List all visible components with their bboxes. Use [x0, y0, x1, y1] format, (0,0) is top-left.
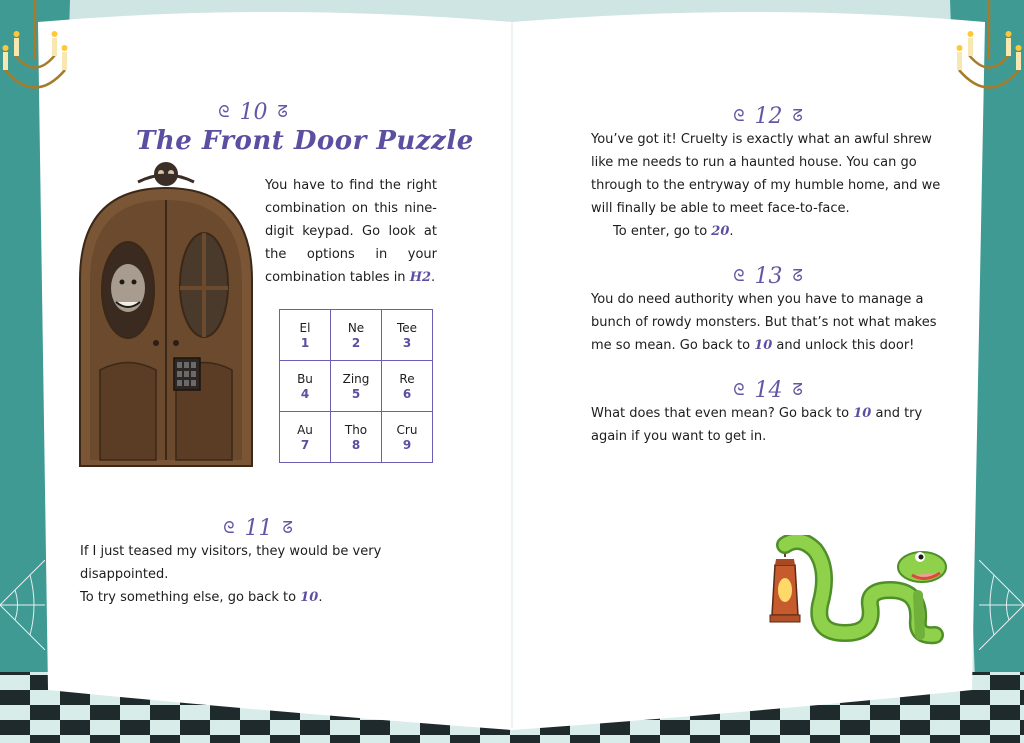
chandelier-icon: [0, 0, 80, 130]
keypad-cell: [382, 412, 433, 463]
swirl-icon: ᘓ: [733, 106, 745, 125]
section-12-text: You’ve got it! Cruelty is exactly what an awful shrew like me needs to run a haunted house. You can go through to the entryway of my humble home, and we will finally be able to meet face-to-face. To enter, go to 20.: [591, 132, 941, 239]
section-11-text: If I just teased my visitors, they would be very disappointed. To try something else, go back to 10.: [80, 544, 382, 605]
section-link[interactable]: 10: [300, 590, 319, 605]
keypad-number: 5: [351, 386, 361, 401]
swirl-icon: ᘓ: [223, 518, 235, 537]
spiderweb-icon: [0, 560, 45, 650]
section-link[interactable]: 20: [711, 224, 730, 239]
keypad-row: [280, 412, 433, 463]
keypad-number: 2: [351, 335, 361, 350]
keypad-number: 9: [402, 437, 412, 452]
keypad-word: Au: [297, 422, 313, 437]
keypad-cell: [331, 412, 382, 463]
section-number: 12: [754, 103, 783, 129]
keypad-cell: [331, 361, 382, 412]
keypad-row: [280, 310, 433, 361]
keypad-word: Zing: [342, 371, 370, 386]
keypad-cell: [280, 361, 331, 412]
section-link[interactable]: 10: [754, 338, 773, 353]
page-title: The Front Door Puzzle: [136, 126, 474, 156]
chandelier-icon: [944, 0, 1024, 130]
section-number: 10: [239, 99, 268, 125]
combination-keypad: [279, 309, 433, 463]
section-11-heading: [203, 514, 313, 542]
keypad-cell: [331, 310, 382, 361]
section-13-text: You do need authority when you have to manage a bunch of rowdy monsters. But that’s not what makes me so mean. Go back to 10 and unlock this door!: [591, 292, 937, 353]
swirl-icon: ᘔ: [792, 266, 803, 285]
section-12-heading: [713, 102, 823, 130]
section-14-heading: [713, 376, 823, 404]
swirl-icon: ᘔ: [792, 106, 803, 125]
section-13-heading: [713, 262, 823, 290]
keypad-word: Re: [399, 371, 415, 386]
keypad-row: [280, 361, 433, 412]
keypad-word: Ne: [347, 320, 365, 335]
section-14-text: What does that even mean? Go back to 10 and try again if you want to get in.: [591, 406, 923, 444]
keypad-word: Tho: [344, 422, 368, 437]
section-link[interactable]: H2: [409, 270, 432, 285]
keypad-cell: [280, 412, 331, 463]
keypad-word: Cru: [396, 422, 418, 437]
section-10-heading: [198, 98, 308, 126]
keypad-cell: [280, 310, 331, 361]
swirl-icon: ᘓ: [218, 102, 230, 121]
lantern-icon: [770, 545, 800, 622]
keypad-word: Tee: [396, 320, 418, 335]
keypad-number: 8: [351, 437, 361, 452]
keypad-cell: [382, 361, 433, 412]
keypad-number: 6: [402, 386, 412, 401]
keypad-number: 3: [402, 335, 412, 350]
keypad-number: 7: [300, 437, 310, 452]
keypad-number: 4: [300, 386, 310, 401]
section-number: 13: [754, 263, 783, 289]
swirl-icon: ᘔ: [792, 380, 803, 399]
section-number: 11: [244, 515, 273, 541]
keypad-word: El: [299, 320, 311, 335]
swirl-icon: ᘔ: [282, 518, 293, 537]
keypad-word: Bu: [297, 371, 313, 386]
swirl-icon: ᘔ: [277, 102, 288, 121]
spiderweb-icon: [979, 560, 1024, 650]
swirl-icon: ᘓ: [733, 266, 745, 285]
section-number: 14: [754, 377, 783, 403]
door-illustration: [78, 160, 254, 468]
swirl-icon: ᘓ: [733, 380, 745, 399]
section-10-text: You have to find the right combination on this nine-digit keypad. Go look at the options in your combination tables in H2.: [265, 178, 437, 285]
keypad-cell: [382, 310, 433, 361]
snake-illustration: [760, 535, 950, 650]
keypad-number: 1: [300, 335, 310, 350]
section-link[interactable]: 10: [853, 406, 872, 421]
